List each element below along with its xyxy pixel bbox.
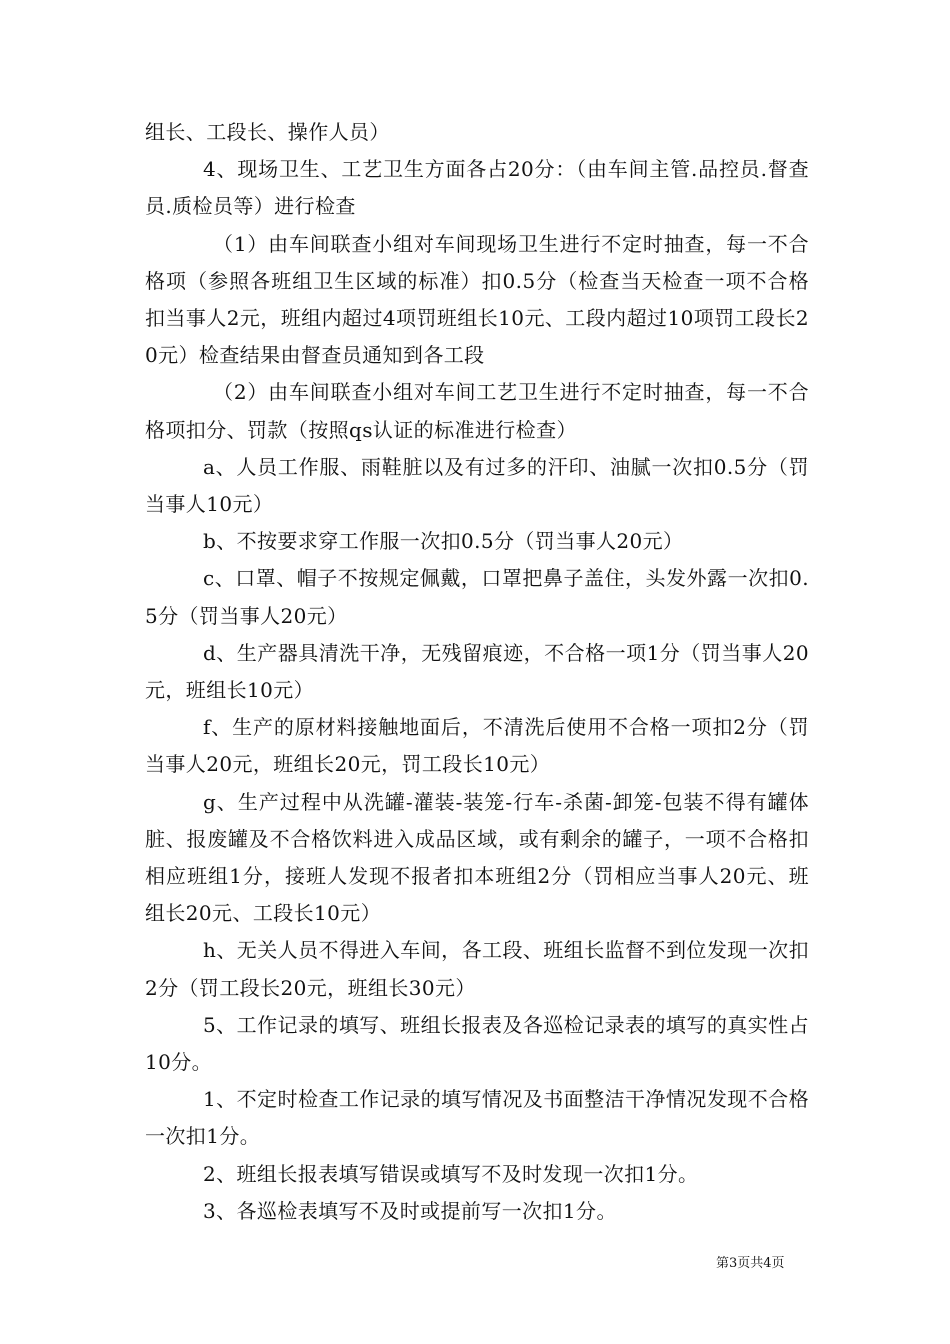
paragraph-section-4: 4、现场卫生、工艺卫生方面各占20分：（由车间主管.品控员.督查员.质检员等）进行检查 <box>145 157 809 219</box>
document-body <box>145 114 809 1230</box>
paragraph-item-d: d、生产器具清洗干净，无残留痕迹，不合格一项1分（罚当事人20元，班组长10元） <box>145 640 809 703</box>
paragraph-item-a: a、人员工作服、雨鞋脏以及有过多的汗印、油腻一次扣0.5分（罚当事人10元） <box>145 454 809 517</box>
paragraph-check-3: 3、各巡检表填写不及时或提前写一次扣1分。 <box>203 1198 617 1223</box>
paragraph-section-5: 5、工作记录的填写、班组长报表及各巡检记录表的填写的真实性占10分。 <box>145 1012 809 1075</box>
paragraph-item-2: （2）由车间联查小组对车间工艺卫生进行不定时抽查，每一不合格项扣分、罚款（按照qs认证的标准进行检查） <box>145 380 809 442</box>
paragraph-item-f: f、生产的原材料接触地面后，不清洗后使用不合格一项扣2分（罚当事人20元，班组长20元，罚工段长10元） <box>145 715 809 777</box>
paragraph-continuation: 组长、工段长、操作人员） <box>145 120 390 144</box>
paragraph-item-c: c、口罩、帽子不按规定佩戴，口罩把鼻子盖住，头发外露一次扣0.5分（罚当事人20元） <box>145 566 809 628</box>
paragraph-item-h: h、无关人员不得进入车间，各工段、班组长监督不到位发现一次扣2分（罚工段长20元，班组长30元） <box>145 938 809 1000</box>
paragraph-item-1: （1）由车间联查小组对车间现场卫生进行不定时抽查，每一不合格项（参照各班组卫生区域的标准）扣0.5分（检查当天检查一项不合格扣当事人2元，班组内超过4项罚班组长10元、工段内超过10项罚工段长20元）检查结果由督查员通知到各工段 <box>145 231 809 368</box>
page-number: 第3页共4页 <box>716 1256 785 1271</box>
paragraph-item-b: b、不按要求穿工作服一次扣0.5分（罚当事人20元） <box>203 529 684 554</box>
paragraph-item-g: g、生产过程中从洗罐-灌装-装笼-行车-杀菌-卸笼-包装不得有罐体脏、报废罐及不合格饮料进入成品区域，或有剩余的罐子，一项不合格扣相应班组1分，接班人发现不报者扣本班组2分（罚相应当事人20元、班组长20元、工段长10元） <box>145 789 809 926</box>
paragraph-check-2: 2、班组长报表填写错误或填写不及时发现一次扣1分。 <box>203 1161 699 1186</box>
paragraph-check-1: 1、不定时检查工作记录的填写情况及书面整洁干净情况发现不合格一次扣1分。 <box>145 1087 809 1149</box>
